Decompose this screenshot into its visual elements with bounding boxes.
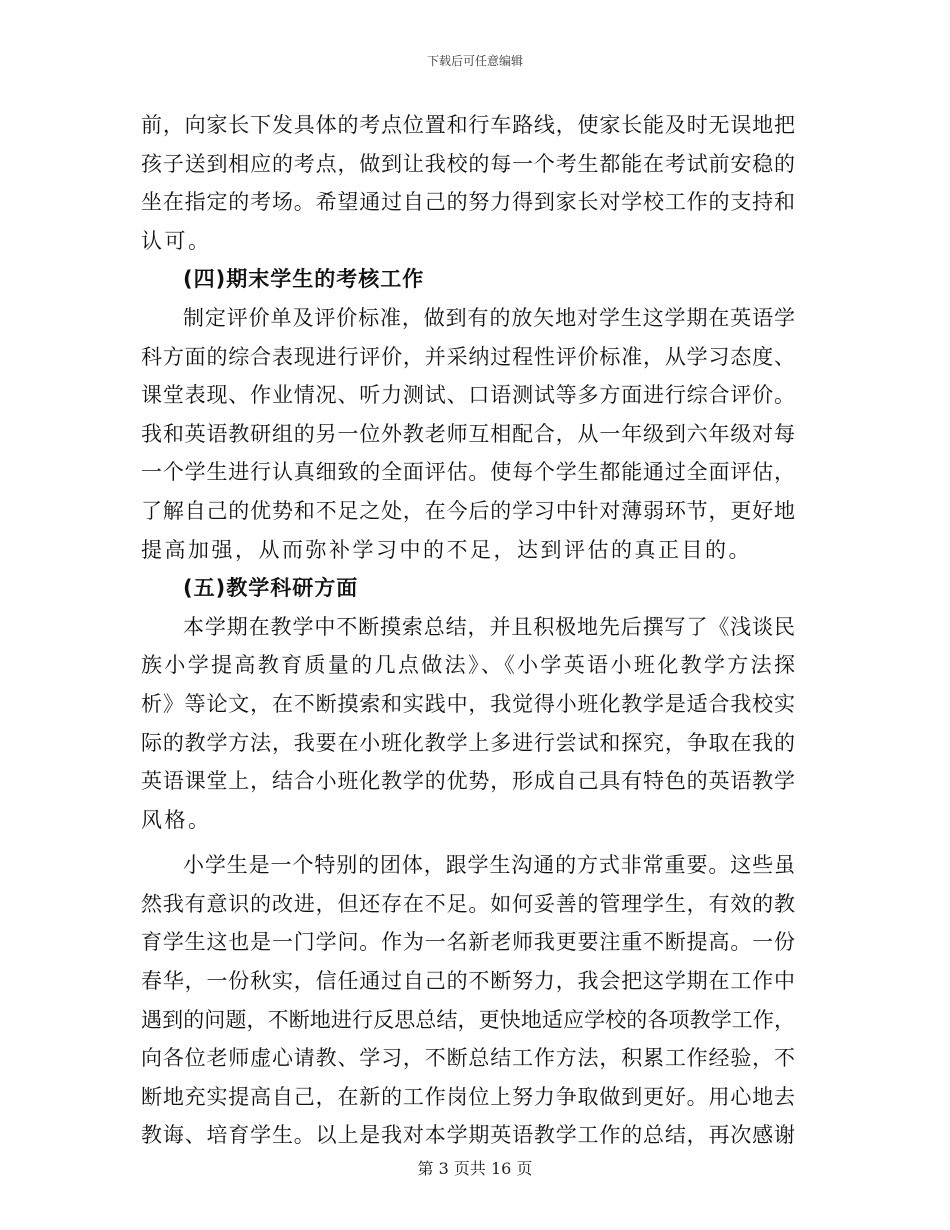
paragraph-line: 坐在指定的考场。希望通过自己的努力得到家长对学校工作的支持和: [141, 190, 795, 215]
paragraph-line: 育学生这也是一门学问。作为一名新老师我更要注重不断提高。一份: [141, 930, 795, 955]
paragraph-line: 遇到的问题，不断地进行反思总结，更快地适应学校的各项教学工作，: [141, 1007, 795, 1032]
paragraph-line: 英语课堂上，结合小班化教学的优势，形成自己具有特色的英语教学: [141, 769, 795, 794]
paragraph-line: 我和英语教研组的另一位外教老师互相配合，从一年级到六年级对每: [141, 421, 795, 446]
paragraph-line: 际的教学方法，我要在小班化教学上多进行尝试和探究，争取在我的: [141, 730, 795, 755]
page-header: 下载后可任意编辑: [426, 54, 523, 68]
paragraph-line: 教诲、培育学生。以上是我对本学期英语教学工作的总结，再次感谢: [141, 1123, 795, 1148]
paragraph-line: 小学生是一个特别的团体，跟学生沟通的方式非常重要。这些虽: [183, 853, 795, 878]
paragraph-line: 本学期在教学中不断摸索总结，并且积极地先后撰写了《浅谈民: [183, 614, 795, 639]
paragraph-line: 课堂表现、作业情况、听力测试、口语测试等多方面进行综合评价。: [141, 383, 795, 408]
section-heading: (五)教学科研方面: [183, 576, 359, 601]
paragraph-line: 然我有意识的改进，但还存在不足。如何妥善的管理学生，有效的教: [141, 891, 795, 916]
paragraph-line: 析》等论文，在不断摸索和实践中，我觉得小班化教学是适合我校实: [141, 691, 795, 716]
paragraph-line: 孩子送到相应的考点，做到让我校的每一个考生都能在考试前安稳的: [141, 151, 795, 176]
document-body: [141, 106, 795, 1155]
paragraph-gap: [141, 839, 795, 846]
paragraph-line: 认可。: [141, 228, 212, 253]
paragraph-line: 春华，一份秋实，信任通过自己的不断努力，我会把这学期在工作中: [141, 969, 795, 994]
paragraph-line: 了解自己的优势和不足之处，在今后的学习中针对薄弱环节，更好地: [141, 498, 795, 523]
paragraph-line: 族小学提高教育质量的几点做法》、《小学英语小班化教学方法探: [141, 653, 795, 678]
paragraph-line: 制定评价单及评价标准，做到有的放矢地对学生这学期在英语学: [183, 305, 795, 330]
page-footer: 第 3 页共 16 页: [417, 1159, 533, 1178]
paragraph-line: 提高加强，从而弥补学习中的不足，达到评估的真正目的。: [141, 537, 752, 562]
paragraph-line: 一个学生进行认真细致的全面评估。使每个学生都能通过全面评估，: [141, 460, 795, 485]
paragraph-line: 前，向家长下发具体的考点位置和行车路线，使家长能及时无误地把: [141, 113, 795, 137]
paragraph-line: 科方面的综合表现进行评价，并采纳过程性评价标准，从学习态度、: [141, 344, 795, 369]
paragraph-line: 向各位老师虚心请教、学习，不断总结工作方法，积累工作经验，不: [141, 1046, 795, 1071]
section-heading: (四)期末学生的考核工作: [183, 267, 425, 292]
paragraph-line: 风格。: [141, 807, 212, 832]
paragraph-line: 断地充实提高自己，在新的工作岗位上努力争取做到更好。用心地去: [141, 1084, 795, 1109]
